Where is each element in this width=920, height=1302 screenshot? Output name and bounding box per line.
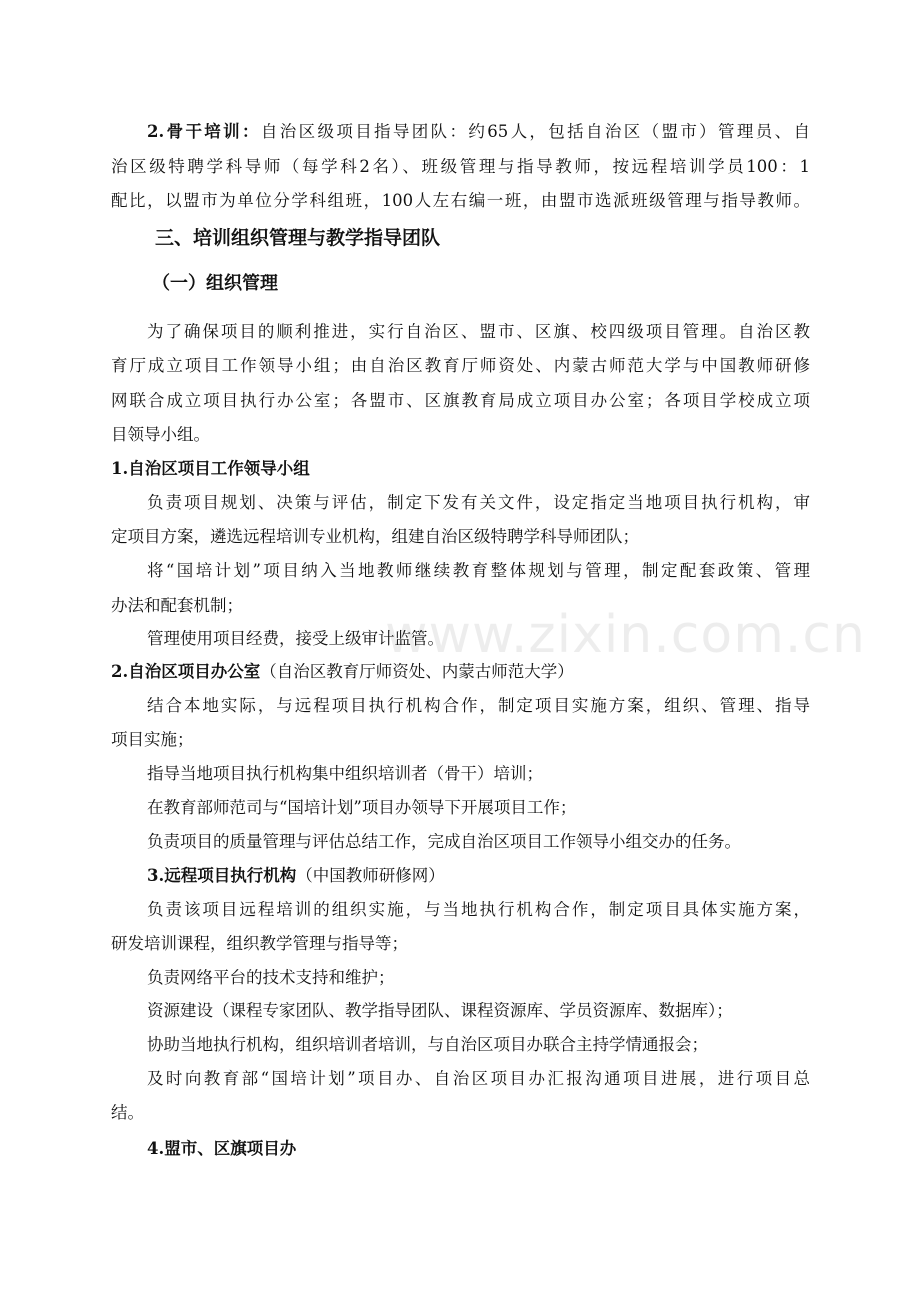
item1-a-line-1: 负责项目规划、决策与评估，制定下发有关文件，设定指定当地项目执行机构，审 xyxy=(147,493,810,512)
item3-title-bold: 3.远程项目执行机构 xyxy=(147,866,297,885)
watermark: www.zixin.com.cn xyxy=(385,605,866,665)
item1-title: 1.自治区项目工作领导小组 xyxy=(111,459,310,478)
item2-a-line-1: 结合本地实际，与远程项目执行机构合作，制定项目实施方案，组织、管理、指导 xyxy=(147,696,810,715)
paragraph-backbone-line-1 xyxy=(147,121,810,143)
backbone-training-label: 2.骨干培训： xyxy=(147,122,261,141)
item2-title-rest: （自治区教育厅师资处、内蒙古师范大学） xyxy=(260,662,574,681)
section-heading-3: 三、培训组织管理与教学指导团队 xyxy=(155,227,441,249)
item3-e-line-2: 结。 xyxy=(111,1103,144,1122)
item3-b: 负责网络平台的技术支持和维护； xyxy=(147,968,395,987)
item2-d: 负责项目的质量管理与评估总结工作，完成自治区项目工作领导小组交办的任务。 xyxy=(147,832,741,851)
subheading-organization: （一）组织管理 xyxy=(152,273,278,294)
item1-c: 管理使用项目经费，接受上级审计监管。 xyxy=(147,629,444,648)
item3-e-line-1: 及时向教育部“国培计划”项目办、自治区项目办汇报沟通项目进展，进行项目总 xyxy=(147,1069,810,1088)
item2-title-bold: 2.自治区项目办公室 xyxy=(111,662,261,681)
item3-a-line-1: 负责该项目远程培训的组织实施，与当地执行机构合作，制定项目具体实施方案， xyxy=(147,900,810,919)
item3-c: 资源建设（课程专家团队、教学指导团队、课程资源库、学员资源库、数据库）； xyxy=(147,1001,733,1020)
item3-d: 协助当地执行机构，组织培训者培训，与自治区项目办联合主持学情通报会； xyxy=(147,1035,708,1054)
intro-line-3: 网联合成立项目执行办公室；各盟市、区旗教育局成立项目办公室；各项目学校成立项 xyxy=(111,391,810,410)
intro-line-2: 育厅成立项目工作领导小组；由自治区教育厅师资处、内蒙古师范大学与中国教师研修 xyxy=(111,356,810,375)
item3-title-rest: （中国教师研修网） xyxy=(296,866,445,885)
item1-a-line-2: 定项目方案，遴选远程培训专业机构，组建自治区级特聘学科导师团队； xyxy=(111,527,639,546)
paragraph-backbone-line-2: 治区级特聘学科导师（每学科2名）、班级管理与指导教师，按远程培训学员100：1 xyxy=(111,157,810,176)
backbone-training-text: 自治区级项目指导团队：约65人，包括自治区（盟市）管理员、自 xyxy=(260,122,810,141)
item2-c: 在教育部师范司与“国培计划”项目办领导下开展项目工作； xyxy=(147,798,577,817)
item1-b-line-2: 办法和配套机制； xyxy=(111,596,243,615)
item3-title xyxy=(147,865,920,887)
paragraph-backbone-line-3: 配比，以盟市为单位分学科组班，100人左右编一班，由盟市选派班级管理与指导教师。 xyxy=(111,191,810,210)
item2-b: 指导当地项目执行机构集中组织培训者（骨干）培训； xyxy=(147,764,543,783)
item4-title: 4.盟市、区旗项目办 xyxy=(147,1139,297,1158)
item3-a-line-2: 研发培训课程，组织教学管理与指导等； xyxy=(111,934,408,953)
item2-a-line-2: 项目实施； xyxy=(111,730,194,749)
intro-line-1: 为了确保项目的顺利推进，实行自治区、盟市、区旗、校四级项目管理。自治区教 xyxy=(147,322,810,341)
item1-b-line-1: 将“国培计划”项目纳入当地教师继续教育整体规划与管理，制定配套政策、管理 xyxy=(147,561,810,580)
intro-line-4: 目领导小组。 xyxy=(111,425,210,444)
